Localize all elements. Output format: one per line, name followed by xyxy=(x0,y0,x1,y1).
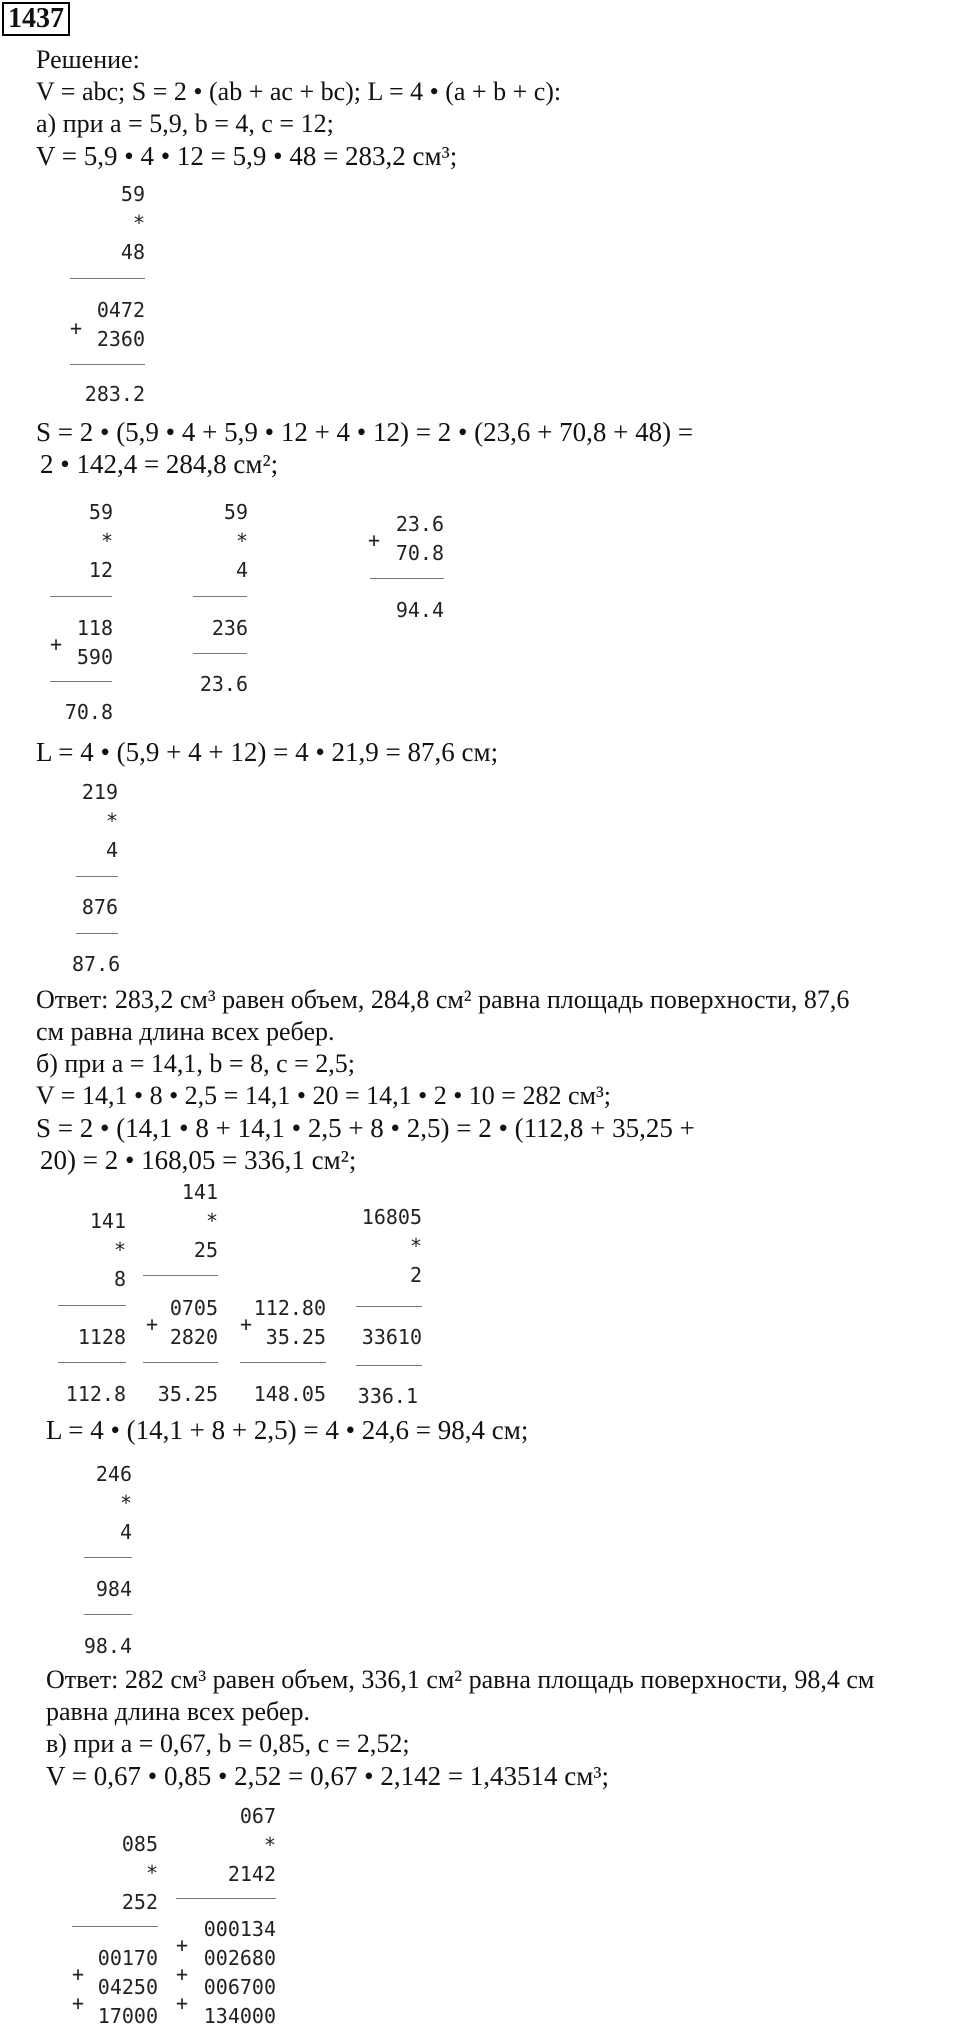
calc-addend: 70.8 xyxy=(395,541,444,565)
calc-result: 98.4 xyxy=(83,1634,132,1658)
calc-factor: 4 xyxy=(105,838,118,862)
calc-factor: 141 xyxy=(181,1180,218,1204)
calc-factor: 141 xyxy=(89,1209,126,1233)
calc-partial: 134000 xyxy=(203,2004,276,2028)
calc-factor: 085 xyxy=(121,1832,158,1856)
plus-sign: + xyxy=(72,1991,85,2015)
calc-divider xyxy=(76,876,118,877)
calc-divider xyxy=(356,1306,422,1307)
calc-factor: 16805 xyxy=(361,1205,422,1229)
calc-result: 94.4 xyxy=(395,598,444,622)
calc-factor: 48 xyxy=(120,240,145,264)
calc-factor: 219 xyxy=(81,780,118,804)
plus-sign: + xyxy=(368,528,381,552)
calc-result: 87.6 xyxy=(72,952,121,976)
calc-partial: 876 xyxy=(81,895,118,919)
part-c-condition: в) при a = 0,67, b = 0,85, c = 2,52; xyxy=(46,1729,410,1758)
calc-operator: * xyxy=(113,1238,126,1262)
calc-result: 336.1 xyxy=(357,1384,418,1408)
calc-divider xyxy=(193,653,247,654)
calc-partial: 0472 xyxy=(96,298,145,322)
calc-factor: 2142 xyxy=(227,1862,276,1886)
calc-partial: 04250 xyxy=(97,1975,158,1999)
plus-sign: + xyxy=(176,1991,189,2015)
calc-factor: 59 xyxy=(120,182,145,206)
calc-factor: 59 xyxy=(88,500,113,524)
plus-sign: + xyxy=(50,632,63,656)
part-a-answer-line-2: см равна длина всех ребер. xyxy=(36,1017,335,1046)
calc-result: 112.8 xyxy=(65,1382,126,1406)
calc-partial: 000134 xyxy=(203,1917,276,1941)
calc-result: 35.25 xyxy=(157,1382,218,1406)
calc-operator: * xyxy=(409,1234,422,1258)
part-b-surface-line-1: S = 2 • (14,1 • 8 + 14,1 • 2,5 + 8 • 2,5) = 2 • (112,8 + 35,25 + xyxy=(36,1113,695,1143)
calc-partial: 590 xyxy=(76,645,113,669)
part-a-surface-line-1: S = 2 • (5,9 • 4 + 5,9 • 12 + 4 • 12) = 2 • (23,6 + 70,8 + 48) = xyxy=(36,417,694,447)
calc-factor: 12 xyxy=(88,558,113,582)
calc-partial: 236 xyxy=(211,616,248,640)
calc-divider xyxy=(70,278,145,279)
part-b-surface-line-2: 20) = 2 • 168,05 = 336,1 см²; xyxy=(40,1145,357,1175)
calc-operator: * xyxy=(205,1209,218,1233)
calc-factor: 4 xyxy=(119,1520,132,1544)
calc-partial: 1128 xyxy=(77,1325,126,1349)
calc-divider xyxy=(84,1557,132,1558)
calc-operator: * xyxy=(263,1833,276,1857)
calc-operator: * xyxy=(145,1861,158,1885)
calc-divider xyxy=(143,1275,218,1276)
calc-partial: 2360 xyxy=(96,327,145,351)
calc-factor: 8 xyxy=(113,1267,126,1291)
solution-heading: Решение: xyxy=(36,45,140,74)
calc-addend: 23.6 xyxy=(395,512,444,536)
calc-divider xyxy=(50,596,112,597)
calc-partial: 984 xyxy=(95,1577,132,1601)
calc-operator: * xyxy=(105,809,118,833)
part-c-volume: V = 0,67 • 0,85 • 2,52 = 0,67 • 2,142 = 1,43514 см³; xyxy=(46,1761,609,1791)
calc-factor: 25 xyxy=(193,1238,218,1262)
calc-divider xyxy=(143,1362,218,1363)
calc-divider xyxy=(70,364,145,365)
calc-result: 148.05 xyxy=(253,1382,326,1406)
formulas-line: V = abc; S = 2 • (ab + ac + bc); L = 4 • (a + b + c): xyxy=(36,77,562,106)
calc-divider xyxy=(58,1305,126,1306)
calc-result: 23.6 xyxy=(199,672,248,696)
plus-sign: + xyxy=(240,1312,253,1336)
calc-divider xyxy=(370,578,444,579)
calc-result: 70.8 xyxy=(64,700,113,724)
plus-sign: + xyxy=(176,1933,189,1957)
calc-divider xyxy=(193,596,247,597)
plus-sign: + xyxy=(70,316,83,340)
calc-partial: 0705 xyxy=(169,1296,218,1320)
calc-operator: * xyxy=(132,211,145,235)
part-a-volume: V = 5,9 • 4 • 12 = 5,9 • 48 = 283,2 см³; xyxy=(36,141,458,171)
calc-partial: 2820 xyxy=(169,1325,218,1349)
calc-partial: 006700 xyxy=(203,1975,276,1999)
plus-sign: + xyxy=(146,1312,159,1336)
part-a-edges: L = 4 • (5,9 + 4 + 12) = 4 • 21,9 = 87,6 см; xyxy=(36,737,499,767)
calc-addend: 112.80 xyxy=(253,1296,326,1320)
plus-sign: + xyxy=(72,1962,85,1986)
calc-factor: 246 xyxy=(95,1462,132,1486)
part-b-answer-line-1: Ответ: 282 см³ равен объем, 336,1 см² равна площадь поверхности, 98,4 см xyxy=(46,1665,875,1694)
calc-partial: 33610 xyxy=(361,1325,422,1349)
calc-partial: 002680 xyxy=(203,1946,276,1970)
calc-divider xyxy=(356,1365,422,1366)
calc-factor: 067 xyxy=(239,1804,276,1828)
part-b-volume: V = 14,1 • 8 • 2,5 = 14,1 • 20 = 14,1 • 2 • 10 = 282 см³; xyxy=(36,1081,611,1110)
calc-divider xyxy=(58,1362,126,1363)
part-b-condition: б) при a = 14,1, b = 8, c = 2,5; xyxy=(36,1049,356,1078)
calc-divider xyxy=(84,1614,132,1615)
calc-divider xyxy=(240,1362,326,1363)
calc-factor: 4 xyxy=(235,558,248,582)
calc-addend: 35.25 xyxy=(265,1325,326,1349)
calc-divider xyxy=(50,681,112,682)
calc-result: 283.2 xyxy=(84,382,145,406)
calc-partial: 118 xyxy=(76,616,113,640)
part-a-answer-line-1: Ответ: 283,2 см³ равен объем, 284,8 см² равна площадь поверхности, 87,6 xyxy=(36,985,850,1014)
calc-operator: * xyxy=(119,1491,132,1515)
task-number: 1437 xyxy=(2,2,70,36)
calc-partial: 00170 xyxy=(97,1946,158,1970)
calc-operator: * xyxy=(100,529,113,553)
calc-divider xyxy=(72,1926,158,1927)
plus-sign: + xyxy=(176,1962,189,1986)
calc-factor: 252 xyxy=(121,1890,158,1914)
part-b-edges: L = 4 • (14,1 + 8 + 2,5) = 4 • 24,6 = 98,4 см; xyxy=(46,1415,529,1445)
calc-divider xyxy=(76,933,118,934)
part-a-condition: а) при a = 5,9, b = 4, c = 12; xyxy=(36,109,334,138)
calc-divider xyxy=(176,1898,276,1899)
calc-factor: 2 xyxy=(409,1263,422,1287)
calc-factor: 59 xyxy=(223,500,248,524)
calc-operator: * xyxy=(235,529,248,553)
calc-partial: 17000 xyxy=(97,2004,158,2028)
part-a-surface-line-2: 2 • 142,4 = 284,8 см²; xyxy=(40,449,279,479)
part-b-answer-line-2: равна длина всех ребер. xyxy=(46,1697,310,1726)
